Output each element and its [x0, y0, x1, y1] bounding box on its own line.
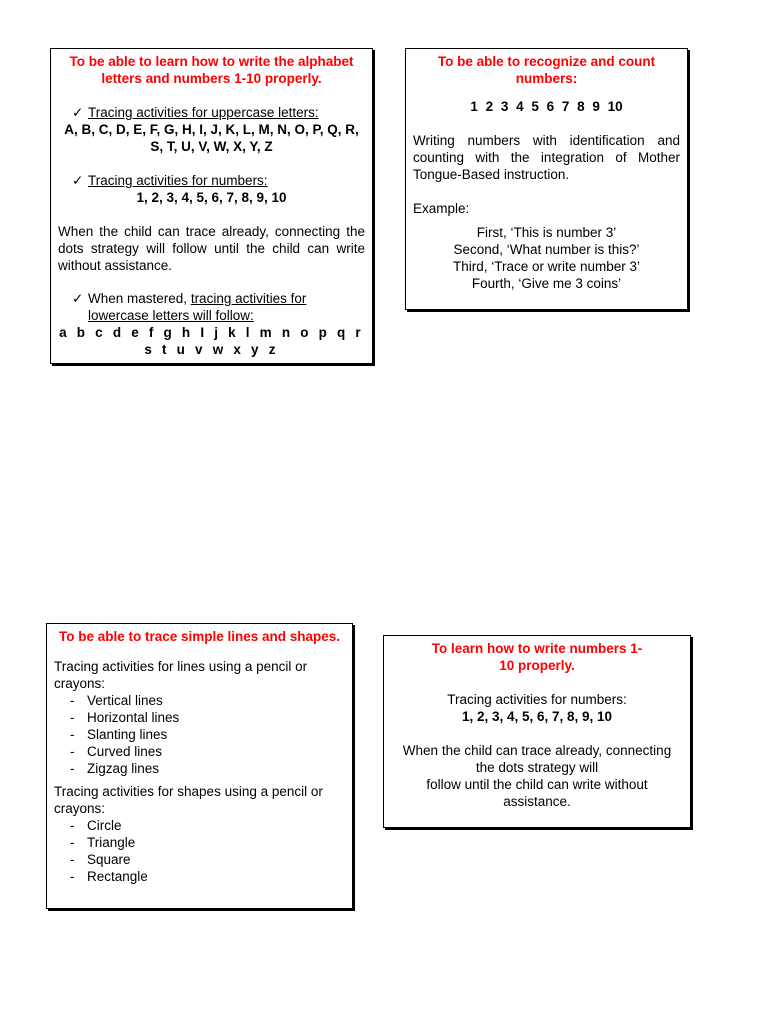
list-item: - Circle — [70, 818, 122, 833]
box-title: To be able to trace simple lines and shapes. — [58, 629, 341, 644]
example-item: First, ‘This is number 3’ — [476, 225, 617, 240]
mastered-underlined: tracing activities for lowercase letters will follow: — [88, 291, 307, 323]
uppercase-letters: A, B, C, D, E, F, G, H, I, J, K, L, M, N, O, P, Q, R, S, T, U, V, W, X, Y, Z — [64, 122, 359, 154]
numbers-list: 1, 2, 3, 4, 5, 6, 7, 8, 9, 10 — [136, 190, 287, 205]
example-item: Third, ‘Trace or write number 3’ — [452, 259, 641, 274]
shapes-intro: Tracing activities for shapes using a pencil or crayons: — [54, 784, 323, 816]
paragraph-line: assistance. — [503, 794, 571, 809]
numbers-list: 1, 2, 3, 4, 5, 6, 7, 8, 9, 10 — [461, 709, 613, 724]
list-item: - Rectangle — [70, 869, 148, 884]
objective-box-lines-shapes — [46, 623, 353, 909]
box-title: To be able to learn how to write the alphabet letters and numbers 1-10 properly. — [69, 54, 354, 86]
mastered-text — [88, 290, 365, 324]
objective-box-alphabet — [50, 48, 373, 364]
mastered-prefix: When mastered, — [88, 291, 188, 306]
check-item-numbers — [58, 172, 365, 189]
box-title: To learn how to write numbers 1-10 properly. — [431, 641, 643, 673]
paragraph-line: When the child can trace already, connecting — [402, 743, 672, 758]
box-paragraph: Writing numbers with identification and counting with the integration of Mother Tongue-Based instruction. — [413, 133, 680, 182]
list-item: - Vertical lines — [70, 693, 163, 708]
check-item-uppercase — [58, 104, 365, 121]
list-item: - Slanting lines — [70, 727, 168, 742]
list-item: - Square — [70, 852, 131, 867]
uppercase-label: Tracing activities for uppercase letters: — [88, 105, 319, 120]
example-item: Fourth, ‘Give me 3 coins’ — [471, 276, 622, 291]
paragraph-line: follow until the child can write without — [426, 777, 648, 792]
box-title: To be able to recognize and count numbers: — [437, 54, 656, 86]
lines-list — [54, 692, 345, 777]
paragraph-line: the dots strategy will — [475, 760, 599, 775]
list-item: - Triangle — [70, 835, 136, 850]
box-paragraph: When the child can trace already, connecting the dots strategy will follow until the child can write without assistance. — [58, 224, 365, 273]
example-label: Example: — [413, 201, 470, 216]
list-item: - Curved lines — [70, 744, 163, 759]
lowercase-letters: a b c d e f g h I j k l m n o p q r s t u v w x y z — [59, 325, 364, 357]
objective-box-numbers — [383, 635, 691, 828]
list-item: - Zigzag lines — [70, 761, 160, 776]
check-item-mastered — [58, 290, 365, 324]
check-icon: ✓ — [72, 105, 84, 120]
shapes-list — [54, 817, 345, 885]
check-icon: ✓ — [72, 173, 84, 188]
numbers-label: Tracing activities for numbers: — [447, 692, 627, 707]
list-item: - Horizontal lines — [70, 710, 180, 725]
lines-intro: Tracing activities for lines using a pencil or crayons: — [54, 659, 308, 691]
check-icon: ✓ — [72, 291, 84, 306]
numbers-label: Tracing activities for numbers: — [88, 173, 268, 188]
example-item: Second, ‘What number is this?’ — [453, 242, 640, 257]
numbers-row: 1 2 3 4 5 6 7 8 9 10 — [470, 99, 623, 114]
objective-box-counting — [405, 48, 688, 310]
